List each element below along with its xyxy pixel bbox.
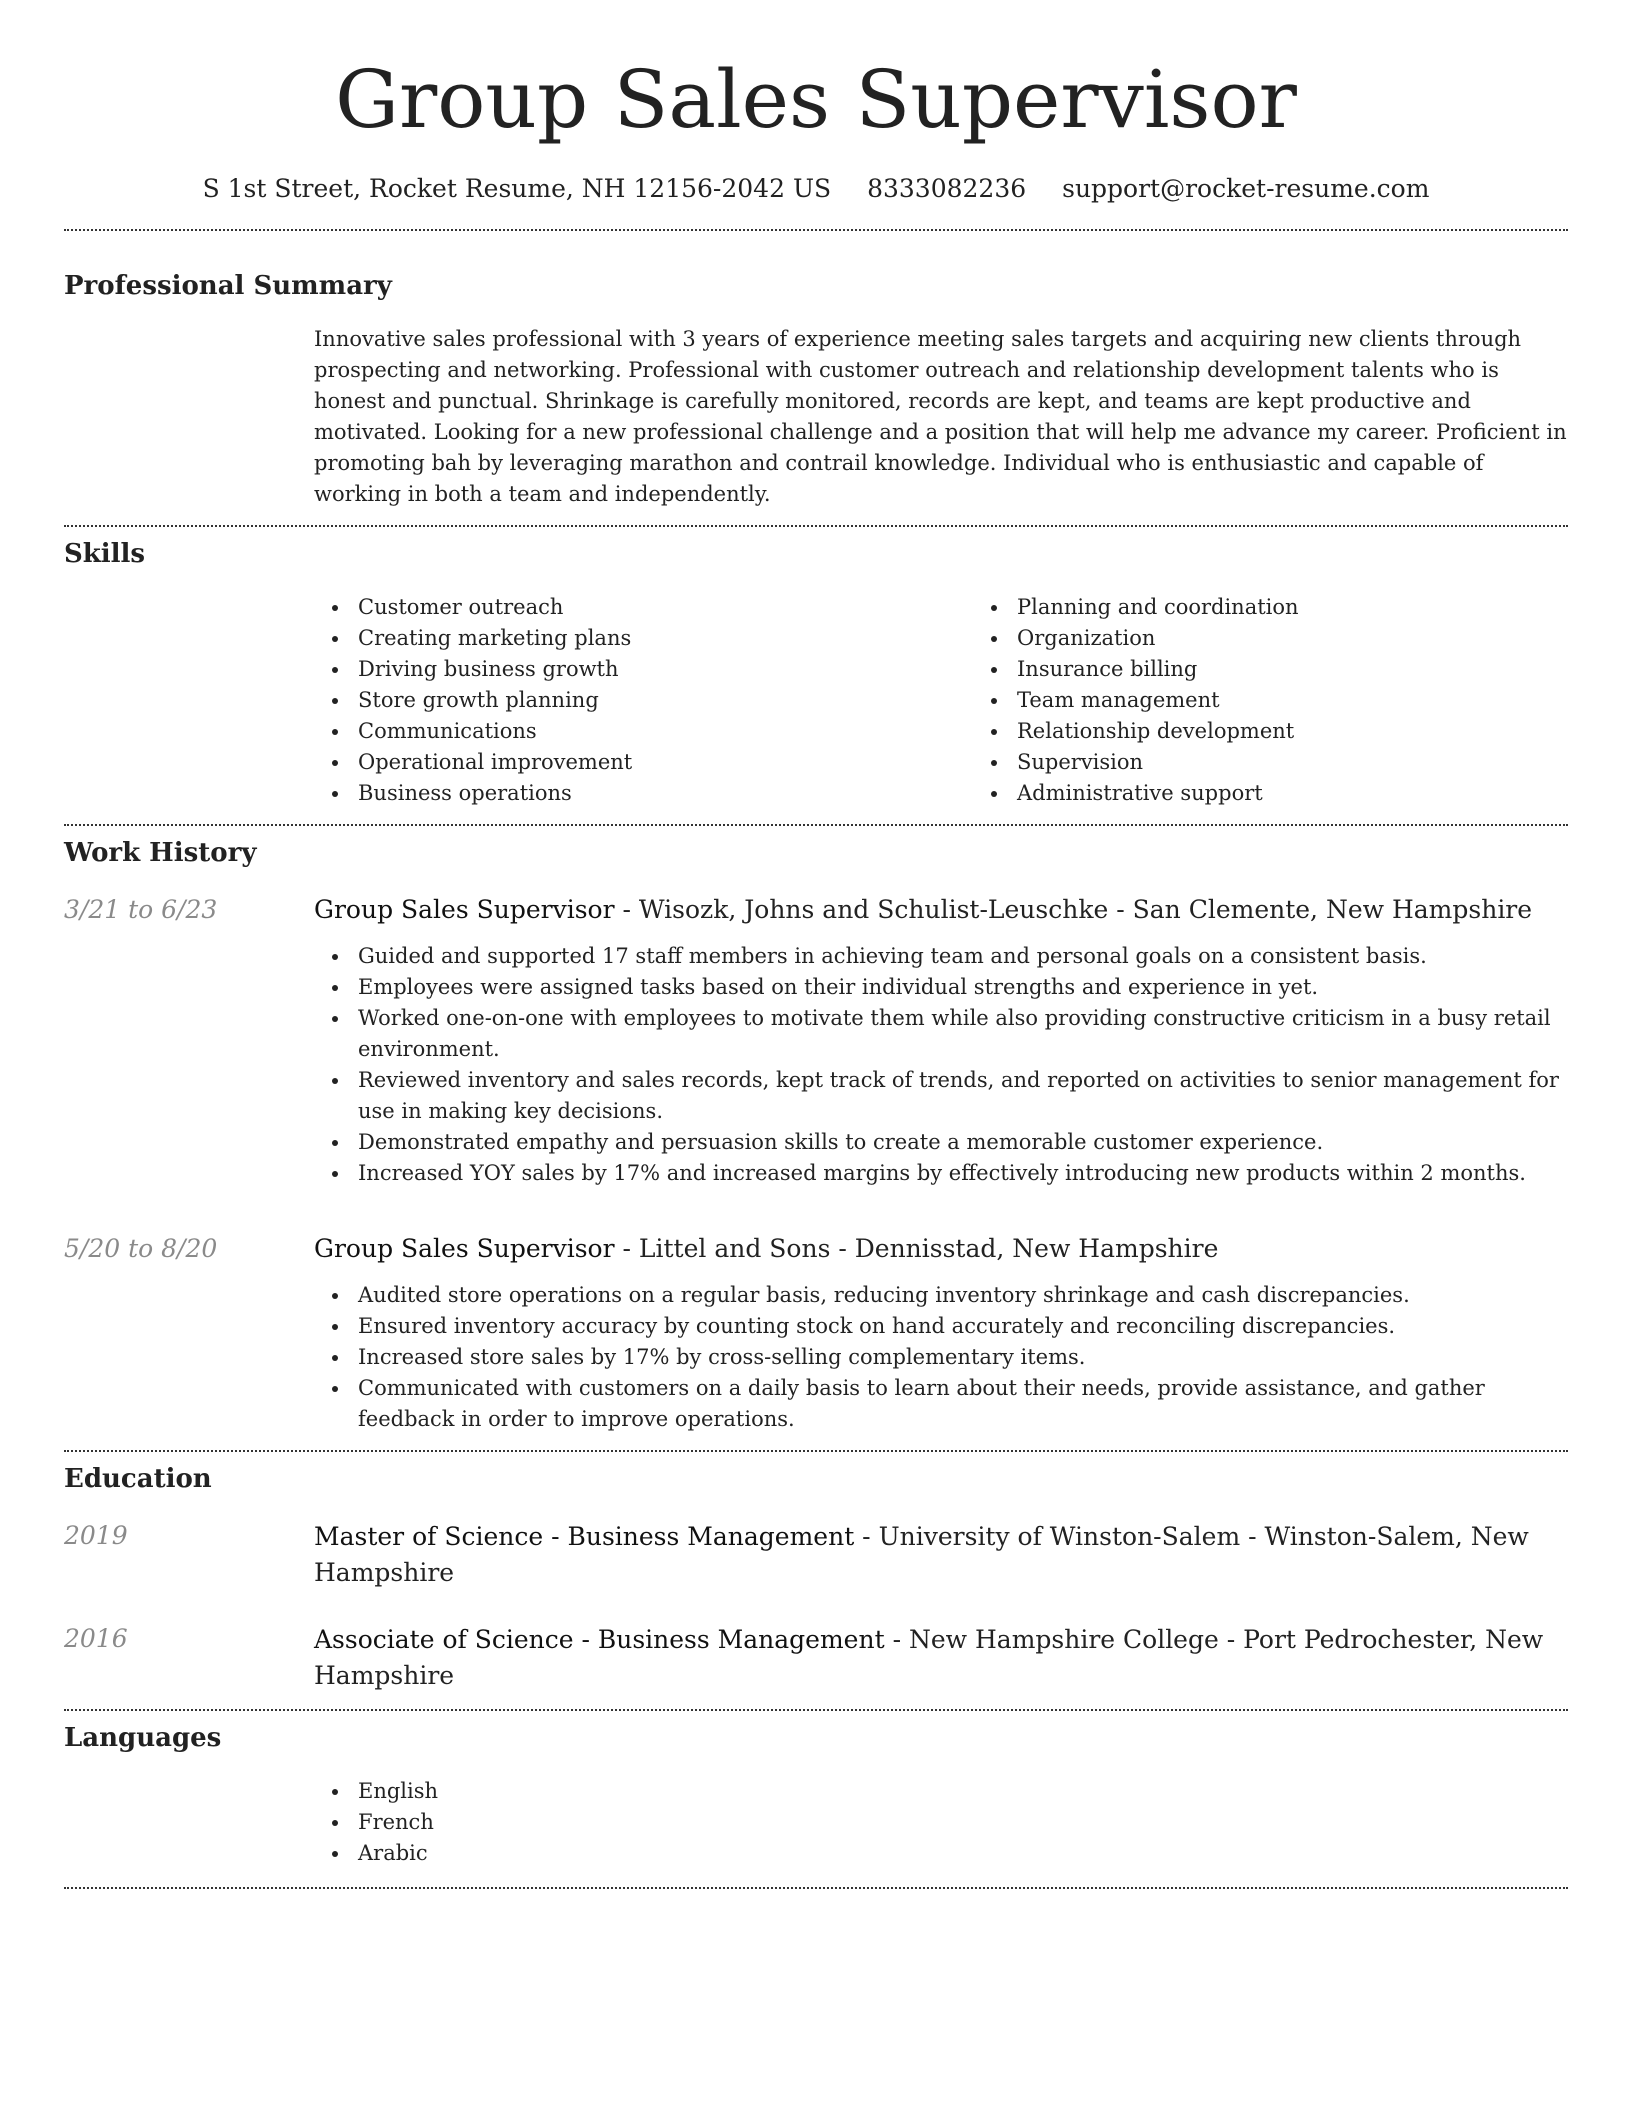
education-school: - New Hampshire College - Port Pedrochester, New Hampshire: [314, 1625, 1544, 1690]
job-dates: 3/21 to 6/23: [64, 895, 218, 924]
education-heading: [314, 1622, 1568, 1694]
job-heading: [314, 893, 1568, 927]
language-item: Arabic: [358, 1838, 1568, 1869]
languages-section: [64, 1721, 1568, 1869]
job-bullet: Increased store sales by 17% by cross-selling complementary items.: [358, 1342, 1568, 1373]
languages-title: Languages: [64, 1723, 222, 1753]
language-item: English: [358, 1776, 1568, 1807]
job-bullet: Communicated with customers on a daily basis to learn about their needs, provide assistance, and gather feedback in order to improve operations.: [358, 1373, 1568, 1435]
skill-item: Insurance billing: [1017, 654, 1632, 685]
education-entry: [64, 1519, 1568, 1591]
languages-left-spacer: [64, 1776, 314, 1869]
education-year: 2016: [64, 1624, 128, 1653]
job-bullet: Ensured inventory accuracy by counting stock on hand accurately and reconciling discrepancies.: [358, 1311, 1568, 1342]
education-title: Education: [64, 1464, 212, 1494]
skills-list-right: [973, 592, 1632, 809]
skills-left-spacer: [64, 592, 314, 809]
job-employer: - Wisozk, Johns and Schulist-Leuschke - San Clemente, New Hampshire: [614, 895, 1533, 924]
section-divider: [64, 229, 1568, 231]
job-bullet: Employees were assigned tasks based on their individual strengths and experience in yet.: [358, 972, 1568, 1003]
skill-item: Communications: [358, 716, 973, 747]
languages-list: [314, 1776, 1568, 1869]
summary-left-spacer: [64, 324, 314, 510]
job-position: Group Sales Supervisor: [314, 895, 615, 924]
skill-item: Customer outreach: [358, 592, 973, 623]
skill-item: Supervision: [1017, 747, 1632, 778]
section-divider: [64, 525, 1568, 527]
education-entry: [64, 1622, 1568, 1694]
candidate-name: Group Sales Supervisor: [335, 53, 1297, 146]
contact-email: support@rocket-resume.com: [1062, 174, 1430, 203]
contact-phone: 8333082236: [867, 174, 1027, 203]
resume-page: [64, 0, 1568, 1889]
job-bullet: Audited store operations on a regular basis, reducing inventory shrinkage and cash discrepancies.: [358, 1280, 1568, 1311]
education-section: [64, 1462, 1568, 1694]
job-bullet: Worked one-on-one with employees to motivate them while also providing constructive criticism in a busy retail environment.: [358, 1003, 1568, 1065]
job-entry: [64, 1232, 1568, 1435]
work-section: [64, 836, 1568, 1435]
job-position: Group Sales Supervisor: [314, 1234, 615, 1263]
summary-title: Professional Summary: [64, 271, 392, 301]
section-divider: [64, 1887, 1568, 1889]
resume-header: [64, 0, 1568, 206]
work-title: Work History: [64, 838, 257, 868]
skill-item: Relationship development: [1017, 716, 1632, 747]
contact-line: [64, 172, 1568, 206]
job-employer: - Littel and Sons - Dennisstad, New Hampshire: [614, 1234, 1219, 1263]
job-bullets: [314, 1280, 1568, 1435]
skill-item: Business operations: [358, 778, 973, 809]
summary-text: Innovative sales professional with 3 years of experience meeting sales targets and acquiring new clients through prospecting and networking. Professional with customer outreach and relationship development talents who is honest and punctual. Shrinkage is carefully monitored, records are kept, and teams are kept productive and motivated. Looking for a new professional challenge and a position that will help me advance my career. Proficient in promoting bah by leveraging marathon and contrail knowledge. Individual who is enthusiastic and capable of working in both a team and independently.: [314, 327, 1567, 506]
summary-section: [64, 269, 1568, 510]
skill-item: Driving business growth: [358, 654, 973, 685]
skill-item: Operational improvement: [358, 747, 973, 778]
job-entry: [64, 893, 1568, 1189]
skill-item: Organization: [1017, 623, 1632, 654]
section-divider: [64, 1709, 1568, 1711]
skills-section: [64, 537, 1568, 809]
job-bullet: Increased YOY sales by 17% and increased margins by effectively introducing new products within 2 months.: [358, 1158, 1568, 1189]
section-divider: [64, 1450, 1568, 1452]
job-bullets: [314, 941, 1568, 1189]
skill-item: Team management: [1017, 685, 1632, 716]
job-bullet: Reviewed inventory and sales records, kept track of trends, and reported on activities to senior management for use in making key decisions.: [358, 1065, 1568, 1127]
education-heading: [314, 1519, 1568, 1591]
job-dates: 5/20 to 8/20: [64, 1234, 218, 1263]
education-school: - University of Winston-Salem - Winston-Salem, New Hampshire: [314, 1522, 1529, 1587]
skills-list-left: [314, 592, 973, 809]
job-bullet: Guided and supported 17 staff members in achieving team and personal goals on a consistent basis.: [358, 941, 1568, 972]
skill-item: Store growth planning: [358, 685, 973, 716]
contact-address: S 1st Street, Rocket Resume, NH 12156-2042 US: [202, 174, 832, 203]
education-year: 2019: [64, 1521, 128, 1550]
section-divider: [64, 824, 1568, 826]
skill-item: Planning and coordination: [1017, 592, 1632, 623]
skill-item: Administrative support: [1017, 778, 1632, 809]
education-degree: Master of Science - Business Management: [314, 1522, 855, 1551]
skills-title: Skills: [64, 539, 146, 569]
language-item: French: [358, 1807, 1568, 1838]
skill-item: Creating marketing plans: [358, 623, 973, 654]
education-degree: Associate of Science - Business Management: [314, 1625, 885, 1654]
job-heading: [314, 1232, 1568, 1266]
job-bullet: Demonstrated empathy and persuasion skills to create a memorable customer experience.: [358, 1127, 1568, 1158]
